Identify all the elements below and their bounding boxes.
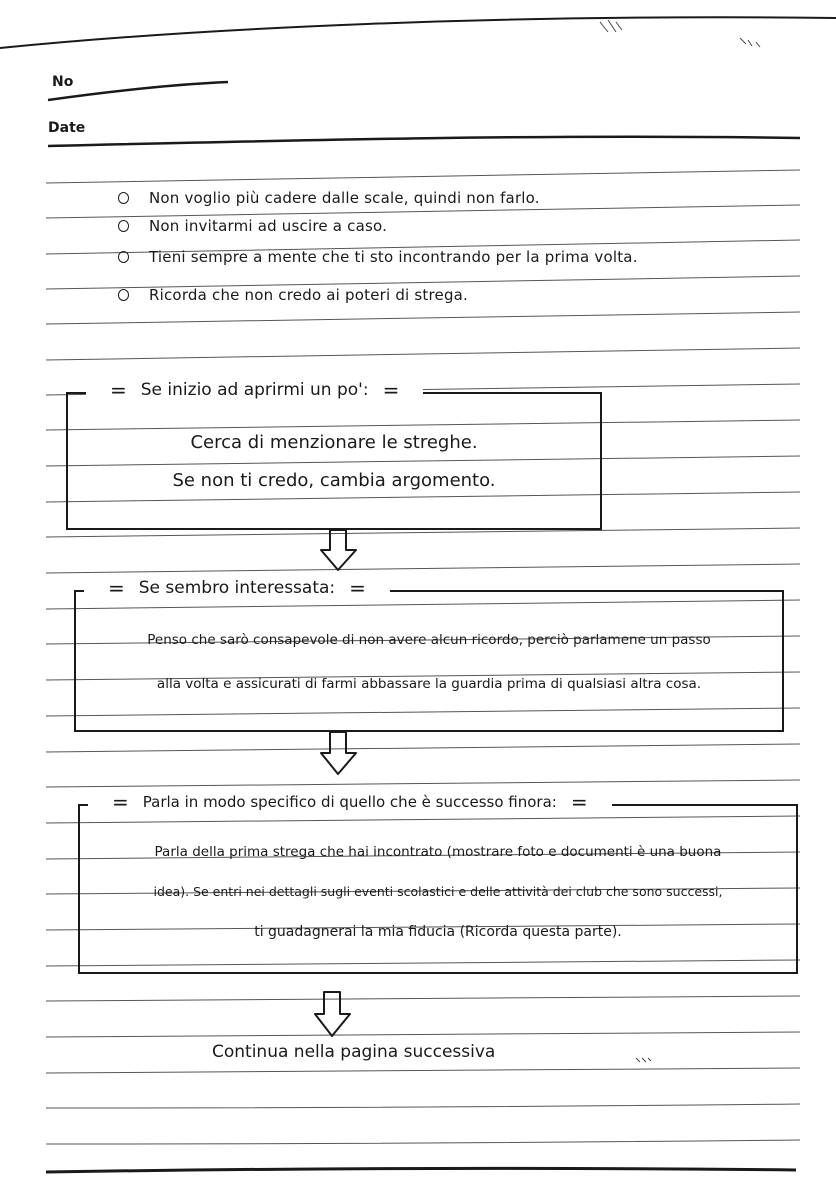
equals-mark: = bbox=[382, 378, 400, 402]
box-line: Cerca di menzionare le streghe. bbox=[190, 432, 478, 453]
note-box-3 bbox=[78, 790, 798, 974]
box-line: alla volta e assicurati di farmi abbassare la guardia prima di qualsiasi altra cosa. bbox=[156, 676, 702, 692]
equals-mark: = bbox=[110, 378, 127, 402]
equals-mark: = bbox=[112, 790, 129, 814]
equals-mark: = bbox=[108, 576, 125, 600]
box-title-text: Se sembro interessata: bbox=[138, 578, 336, 598]
bullet-circle-icon bbox=[118, 192, 129, 204]
no-label: No bbox=[52, 74, 74, 90]
equals-mark: = bbox=[349, 576, 366, 600]
box-title bbox=[84, 576, 390, 600]
list-item-text: Non invitarmi ad uscire a caso. bbox=[149, 217, 388, 235]
box-title bbox=[88, 790, 612, 814]
box-line: Parla della prima strega che hai incontrato (mostrare foto e documenti è una buona bbox=[154, 844, 722, 860]
list-item bbox=[118, 189, 540, 207]
box-line: ti guadagnerai la mia fiducia (Ricorda questa parte). bbox=[254, 924, 622, 940]
list-item-text: Non voglio più cadere dalle scale, quindi non farlo. bbox=[149, 189, 540, 207]
list-item bbox=[118, 248, 638, 266]
box-title-text: Parla in modo specifico di quello che è successo finora: bbox=[142, 793, 557, 811]
note-box-1 bbox=[66, 378, 602, 530]
box-line: idea). Se entri nei dettagli sugli eventi scolastici e delle attività dei club che sono successi, bbox=[153, 884, 723, 899]
list-item bbox=[118, 217, 387, 235]
bullet-circle-icon bbox=[118, 289, 129, 301]
date-label: Date bbox=[48, 120, 86, 136]
list-item-text: Tieni sempre a mente che ti sto incontrando per la prima volta. bbox=[149, 248, 638, 266]
box-title-text: Se inizio ad aprirmi un po': bbox=[140, 380, 369, 400]
list-item bbox=[118, 286, 468, 304]
bullet-circle-icon bbox=[118, 220, 129, 232]
down-arrow-icon bbox=[318, 528, 360, 572]
box-line: Se non ti credo, cambia argomento. bbox=[172, 470, 496, 491]
continue-next-page-text: Continua nella pagina successiva bbox=[212, 1042, 496, 1062]
bullet-circle-icon bbox=[118, 251, 129, 263]
note-box-2 bbox=[74, 576, 784, 732]
down-arrow-icon bbox=[312, 990, 354, 1038]
list-item-text: Ricorda che non credo ai poteri di strega. bbox=[149, 286, 469, 304]
equals-mark: = bbox=[570, 790, 588, 814]
down-arrow-icon bbox=[318, 730, 360, 776]
box-title bbox=[86, 378, 423, 402]
box-line: Penso che sarò consapevole di non avere alcun ricordo, perciò parlamene un passo bbox=[147, 632, 711, 648]
